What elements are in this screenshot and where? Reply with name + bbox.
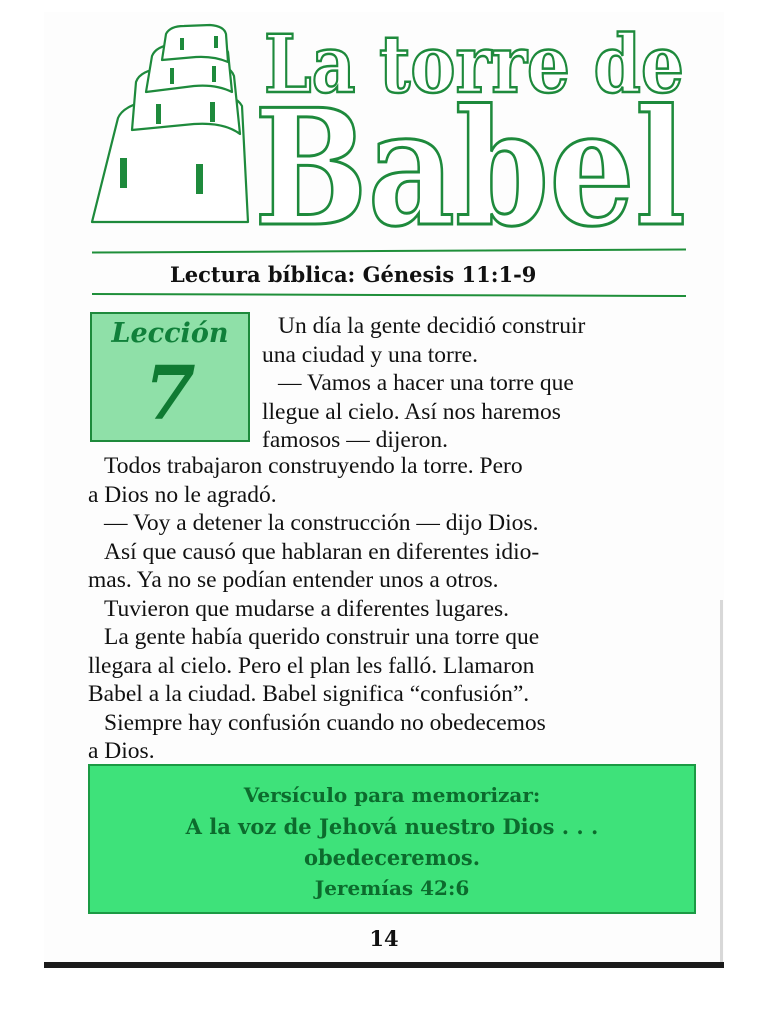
story-line: Todos trabajaron construyendo la torre. Pero bbox=[104, 453, 523, 479]
title-line1-text: La torre de bbox=[264, 18, 684, 108]
tower-illustration bbox=[84, 22, 260, 234]
lesson-number: 7 bbox=[144, 351, 196, 437]
story-line: llegue al cielo. Así nos haremos bbox=[262, 398, 561, 425]
story-side-text bbox=[262, 312, 692, 455]
story-line: — Voy a detener la construcción — dijo Dios. bbox=[104, 510, 539, 536]
story-line: famosos — dijeron. bbox=[262, 427, 449, 453]
bible-reading: Lectura bíblica: Génesis 11:1-9 bbox=[170, 262, 537, 287]
memory-verse-line: obedeceremos. bbox=[303, 845, 481, 870]
story-line: — Vamos a hacer una torre que bbox=[278, 370, 574, 396]
lesson-box bbox=[90, 312, 250, 442]
title-line2 bbox=[250, 92, 690, 232]
story-line: Un día la gente decidió construir bbox=[278, 313, 586, 339]
story-line: Así que causó que hablaran en diferentes idio- bbox=[104, 538, 540, 565]
story-line: Siempre hay confusión cuando no obedecemos bbox=[104, 709, 546, 736]
story-line: a Dios. bbox=[88, 738, 155, 764]
memory-verse-box bbox=[88, 764, 696, 914]
memory-verse-reference: Jeremías 42:6 bbox=[314, 876, 470, 900]
story-line: a Dios no le agradó. bbox=[88, 481, 277, 508]
page-shadow bbox=[44, 962, 724, 968]
memory-verse-line: A la voz de Jehová nuestro Dios . . . bbox=[185, 814, 599, 839]
story-line: llegara al cielo. Pero el plan les falló. Llamaron bbox=[88, 652, 535, 679]
memory-verse-heading: Versículo para memorizar: bbox=[243, 783, 541, 807]
page-edge bbox=[720, 600, 723, 968]
lesson-label: Lección bbox=[111, 318, 229, 349]
story-line: Babel a la ciudad. Babel significa “confusión”. bbox=[88, 681, 530, 707]
story-full-text bbox=[88, 452, 698, 766]
story-line: mas. Ya no se podían entender unos a otros. bbox=[88, 567, 499, 593]
story-line: una ciudad y una torre. bbox=[262, 341, 478, 368]
memory-verse bbox=[90, 780, 694, 904]
title-line2-text: Babel bbox=[254, 92, 686, 232]
page-number: 14 bbox=[369, 926, 399, 951]
story-line: Tuvieron que mudarse a diferentes lugares. bbox=[104, 595, 510, 622]
story-line: La gente había querido construir una torre que bbox=[104, 624, 540, 650]
